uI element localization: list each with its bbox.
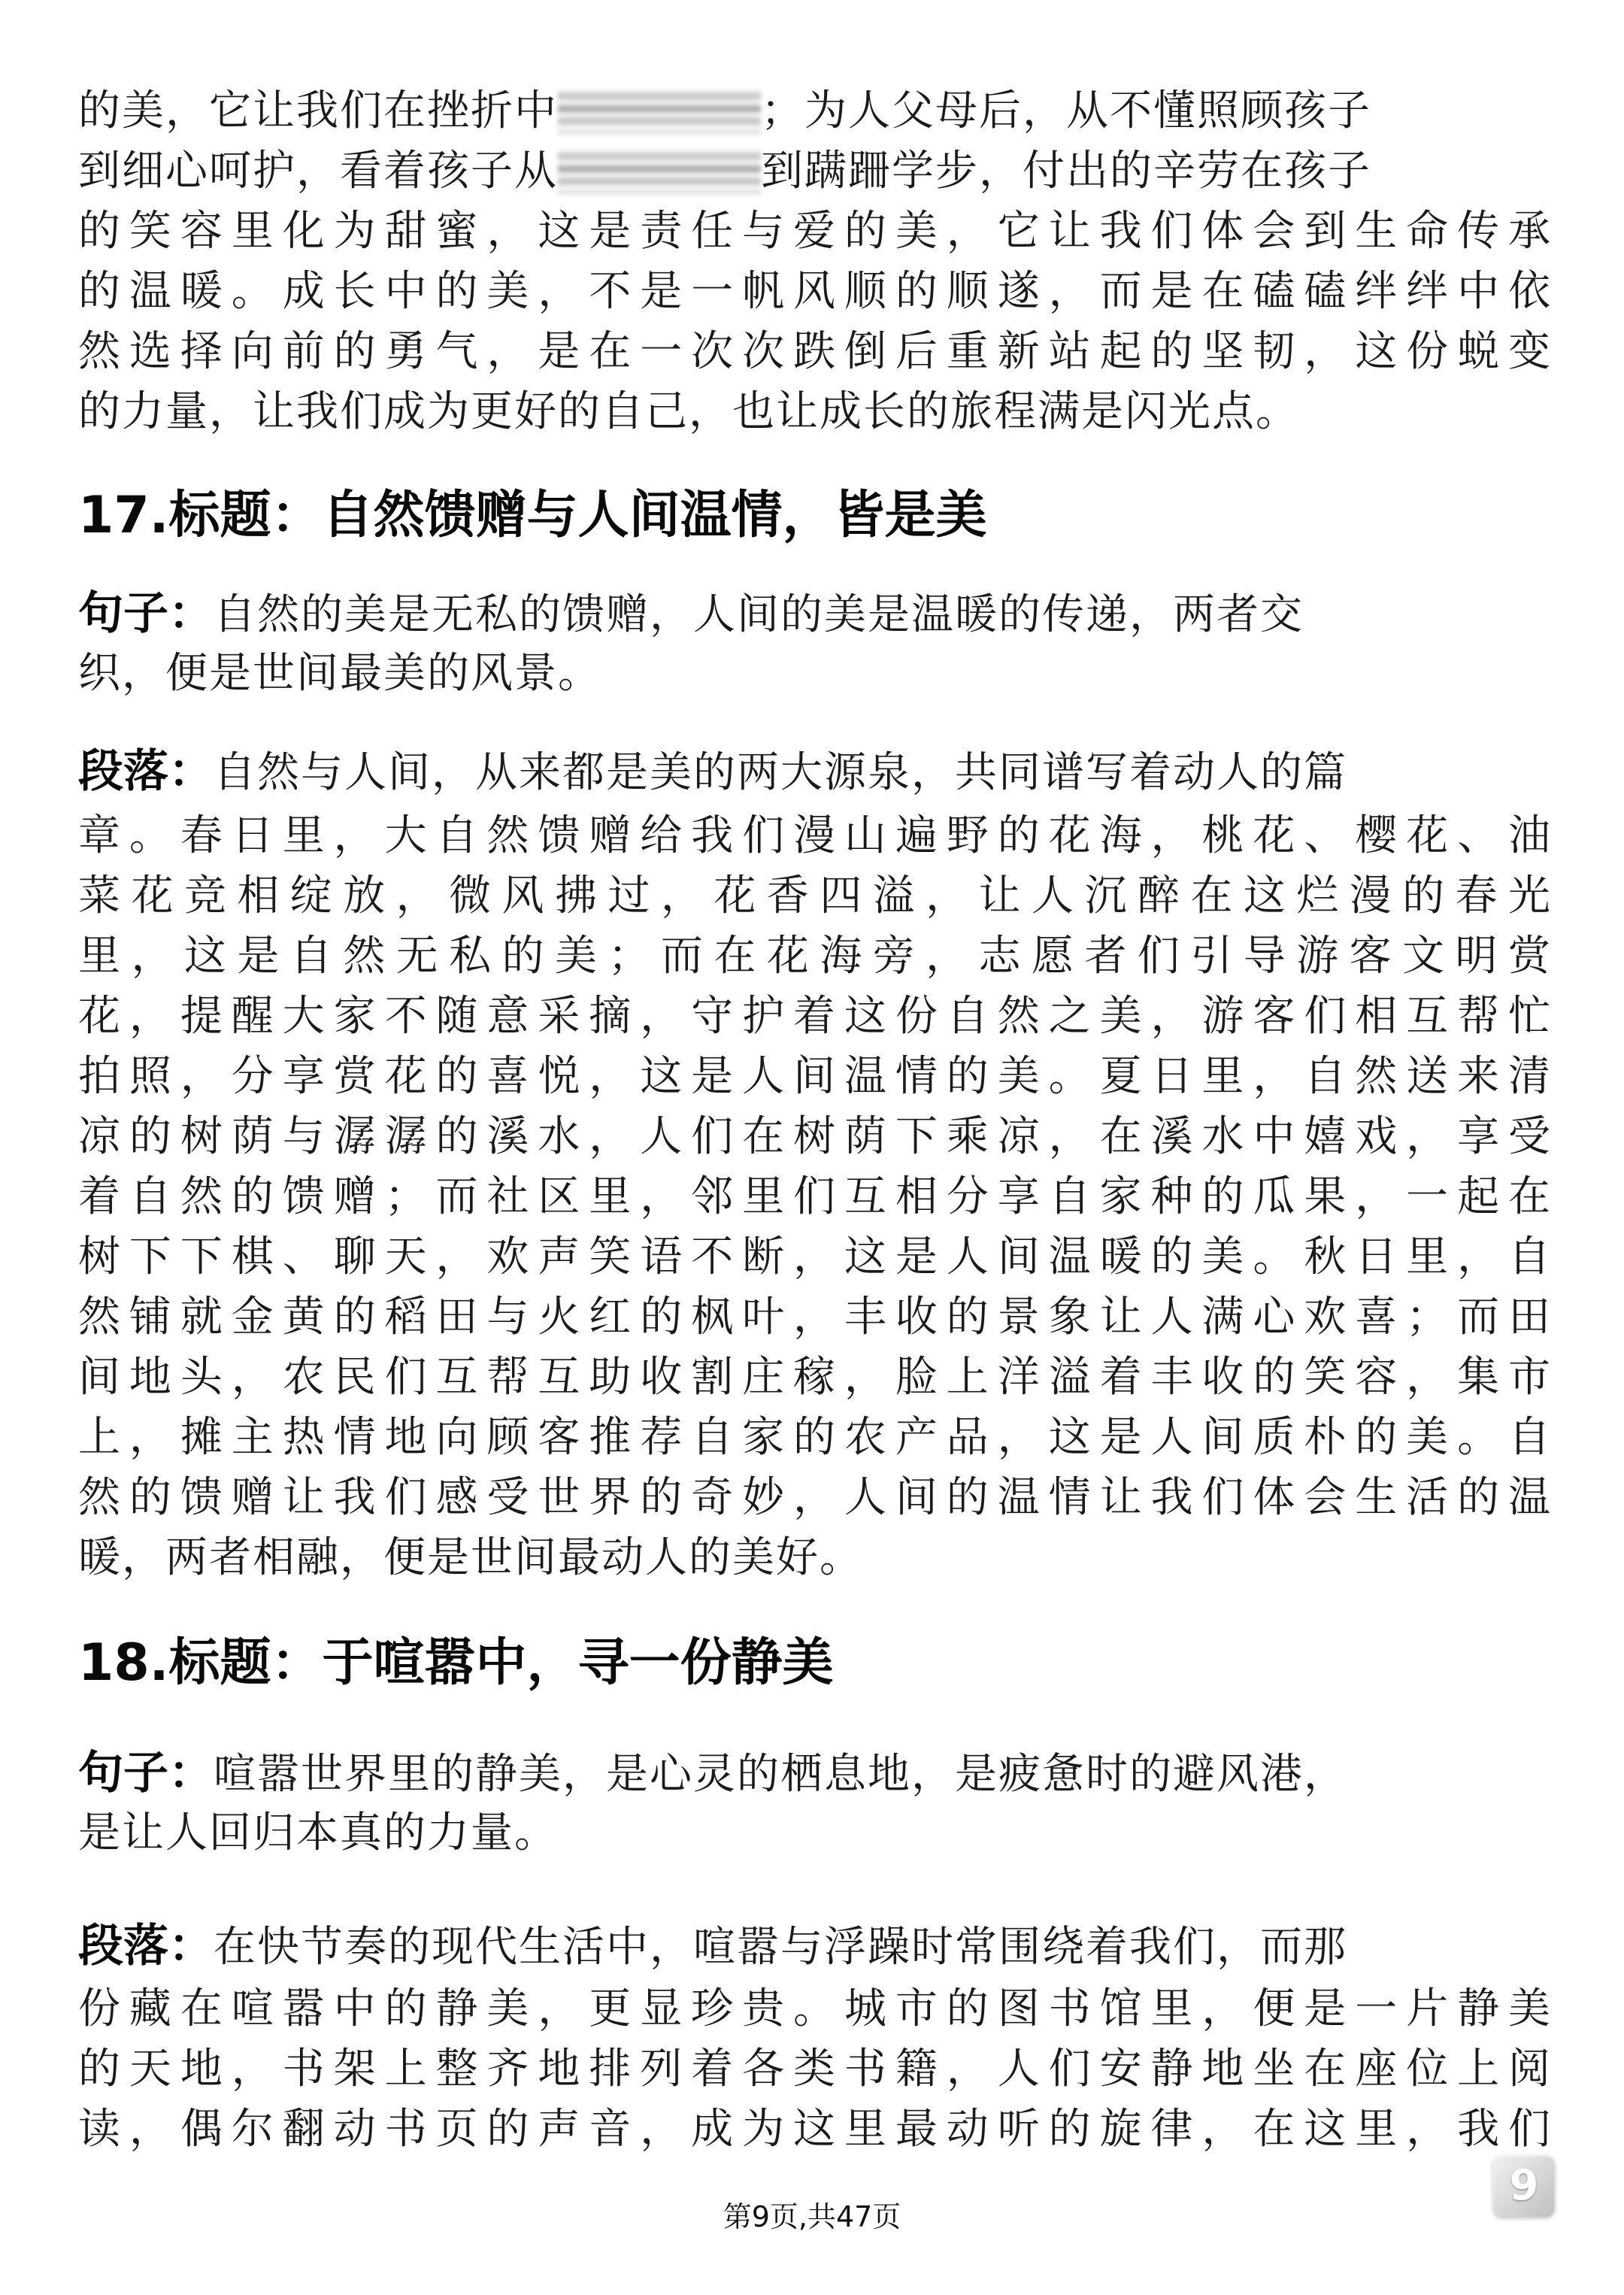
- section-17-paragraph-line-9: 树下下棋、聊天，欢声笑语不断，这是人间温暖的美。秋日里，自: [78, 1232, 1552, 1281]
- section-18-heading: 18.标题：于喧嚣中，寻一份静美: [78, 1633, 834, 1693]
- section-17-paragraph-line-1: 段落：自然与人间，从来都是美的两大源泉，共同谱写着动人的篇: [78, 745, 1347, 798]
- section-17-heading: 17.标题：自然馈赠与人间温情，皆是美: [78, 486, 987, 545]
- paragraph-label: 段落：: [78, 745, 214, 798]
- section-17-paragraph-line-12: 上，摊主热情地向顾客推荐自家的农产品，这是人间质朴的美。自: [78, 1413, 1552, 1462]
- intro-line-6: 的力量，让我们成为更好的自己，也让成长的旅程满是闪光点。: [78, 387, 1299, 436]
- sentence-label: 句子：: [78, 1747, 214, 1799]
- section-18-paragraph-line-1: 段落：在快节奏的现代生活中，喧嚣与浮躁时常围绕着我们，而那: [78, 1920, 1347, 1972]
- section-17-paragraph-line-14: 暖，两者相融，便是世间最动人的美好。: [78, 1533, 863, 1582]
- intro-line-5: 然选择向前的勇气，是在一次次跌倒后重新站起的坚韧，这份蜕变: [78, 327, 1552, 376]
- redacted-text: [558, 149, 761, 194]
- page-number-footer: 第9页,共47页: [723, 2200, 901, 2233]
- redacted-text: [558, 89, 761, 134]
- section-18-paragraph-line-3: 的天地，书架上整齐地排列着各类书籍，人们安静地坐在座位上阅: [78, 2045, 1552, 2093]
- section-17-paragraph-line-13: 然的馈赠让我们感受世界的奇妙，人间的温情让我们体会生活的温: [78, 1473, 1552, 1522]
- section-17-paragraph-line-3: 菜花竞相绽放，微风拂过，花香四溢，让人沉醉在这烂漫的春光: [78, 872, 1552, 920]
- intro-line-3: 的笑容里化为甜蜜，这是责任与爱的美，它让我们体会到生命传承: [78, 207, 1552, 256]
- section-17-paragraph-line-11: 间地头，农民们互帮互助收割庄稼，脸上洋溢着丰收的笑容，集市: [78, 1353, 1552, 1402]
- paragraph-label: 段落：: [78, 1920, 214, 1972]
- intro-line-2: 到细心呵护，看着孩子从 到蹒跚学步，付出的辛劳在孩子: [78, 147, 1371, 196]
- section-17-paragraph-line-4: 里，这是自然无私的美；而在花海旁，志愿者们引导游客文明赏: [78, 932, 1552, 981]
- section-17-paragraph-line-7: 凉的树荫与潺潺的溪水，人们在树荫下乘凉，在溪水中嬉戏，享受: [78, 1112, 1552, 1161]
- sentence-label: 句子：: [78, 587, 214, 640]
- section-18-paragraph-line-4: 读，偶尔翻动书页的声音，成为这里最动听的旋律，在这里，我们: [78, 2105, 1552, 2154]
- section-17-sentence-line-2: 织，便是世间最美的风景。: [78, 649, 601, 698]
- section-17-paragraph-line-8: 着自然的馈赠；而社区里，邻里们互相分享自家种的瓜果，一起在: [78, 1172, 1552, 1221]
- section-18-sentence-line-1: 句子：喧嚣世界里的静美，是心灵的栖息地，是疲惫时的避风港，: [78, 1747, 1347, 1799]
- section-17-paragraph-line-6: 拍照，分享赏花的喜悦，这是人间温情的美。夏日里，自然送来清: [78, 1052, 1552, 1101]
- page-number-badge: 9: [1493, 2155, 1555, 2217]
- section-18-paragraph-line-2: 份藏在喧嚣中的静美，更显珍贵。城市的图书馆里，便是一片静美: [78, 1984, 1552, 2033]
- intro-line-1: 的美，它让我们在挫折中 ；为人父母后，从不懂照顾孩子: [78, 86, 1371, 135]
- section-17-paragraph-line-5: 花，提醒大家不随意采摘，守护着这份自然之美，游客们相互帮忙: [78, 992, 1552, 1041]
- section-17-paragraph-line-2: 章。春日里，大自然馈赠给我们漫山遍野的花海，桃花、樱花、油: [78, 811, 1552, 860]
- section-18-sentence-line-2: 是让人回归本真的力量。: [78, 1808, 558, 1857]
- section-17-sentence-line-1: 句子：自然的美是无私的馈赠，人间的美是温暖的传递，两者交: [78, 587, 1304, 640]
- section-17-paragraph-line-10: 然铺就金黄的稻田与火红的枫叶，丰收的景象让人满心欢喜；而田: [78, 1293, 1552, 1342]
- intro-line-4: 的温暖。成长中的美，不是一帆风顺的顺遂，而是在磕磕绊绊中依: [78, 267, 1552, 316]
